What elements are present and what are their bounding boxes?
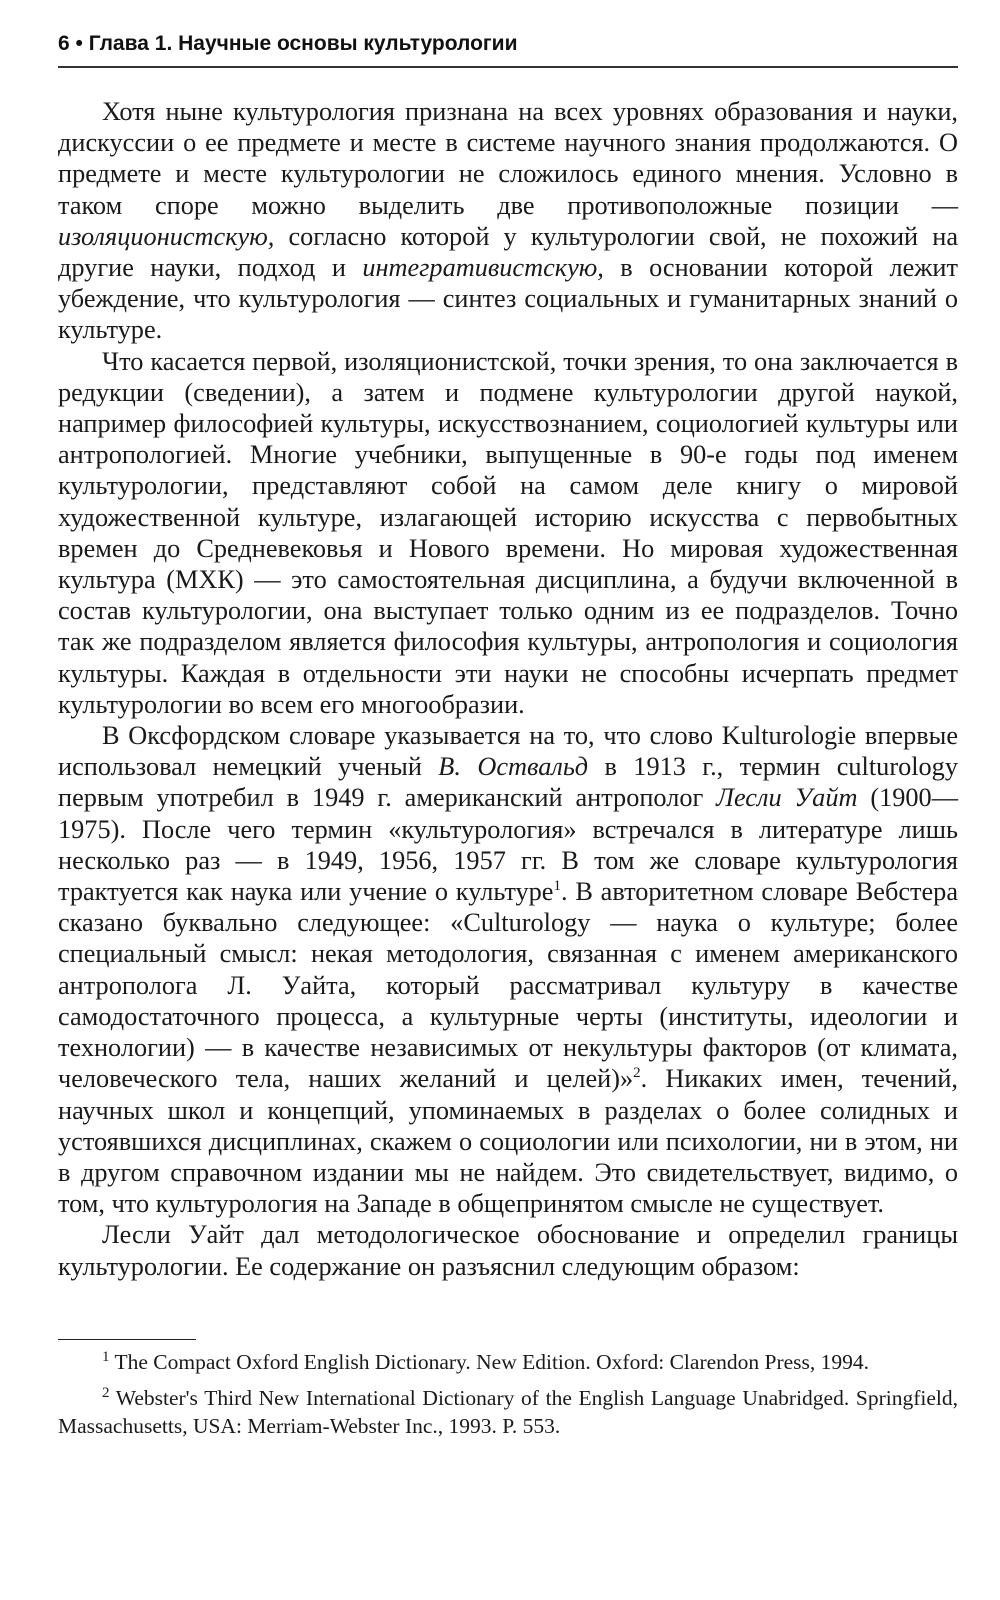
footnote-text-1: The Compact Oxford English Dictionary. New Edition. Oxford: Clarendon Press, 1994.: [109, 1350, 870, 1374]
footnote-ref-2[interactable]: 2: [633, 1065, 641, 1082]
term-integrativist: интегративистскую,: [362, 253, 604, 283]
footnote-marker-1: 1: [102, 1348, 110, 1365]
paragraph-4: Лесли Уайт дал методологическое обоснование и определил границы культурологии. Ее содержание он разъяснил следующим образом:: [58, 1220, 958, 1281]
footnote-text-2: Webster's Third New International Dictionary of the English Language Unabridged. Springfield, Massachusetts, USA: Merriam-Webster Inc., 1993. P. 553.: [58, 1386, 958, 1438]
footnote-2: [58, 1384, 958, 1440]
chapter-title: Глава 1. Научные основы культурологии: [88, 32, 518, 55]
header-text: [58, 32, 518, 56]
p3-text-a: В Оксфордском словаре указывается на то, что слово Kulturologie впервые использовал немецкий ученый: [58, 721, 958, 782]
footnote-marker-2: 2: [102, 1384, 110, 1401]
paragraph-2: Что касается первой, изоляционистской, точки зрения, то она заключается в редукции (сведении), а затем и подмене культурологии другой наукой, например философией культуры, искусствознанием, социологией культуры или антропологией. Многие учебники, выпущенные в 90-е годы под именем культурологии, представляют собой на самом деле книгу о мировой художественной культуре, излагающей историю искусства с первобытных времен до Средневековья и Нового времени. Но мировая художественная культура (МХК) — это самостоятельная дисциплина, а будучи включенной в состав культурологии, она выступает только одним из ее подразделов. Точно так же подразделом является философия культуры, антропология и социология культуры. Каждая в отдельности эти науки не способны исчерпать предмет культурологии во всем его многообразии.: [58, 346, 958, 719]
footnote-1: [58, 1348, 958, 1376]
name-ostwald: В. Оствальд: [438, 752, 589, 782]
p1-text-c: в основании которой лежит убеждение, что культурология — синтез социальных и гуманитарных знаний о культуре.: [58, 253, 958, 345]
page-number: 6: [58, 32, 70, 55]
p3-text-c: (1900—1975). После чего термин «культурология» встречался в литературе лишь несколько раз — в 1949, 1956, 1957 гг. В том же словаре культурология трактуется как наука или учение о культуре: [58, 783, 959, 907]
paragraph-1: [58, 96, 958, 346]
p3-text-e: . Никаких имен, течений, научных школ и концепций, упоминаемых в разделах о более солидных и устоявшихся дисциплинах, скажем о социологии или психологии, ни в этом, ни в другом справочном издании мы не найдем. Это свидетельствует, видимо, о том, что культурология на Западе в общепринятом смысле не существует.: [58, 1064, 959, 1219]
footnote-ref-1[interactable]: 1: [553, 878, 561, 895]
header-rule: [58, 66, 958, 68]
term-isolationist: изоляционистскую,: [58, 221, 275, 251]
footnotes: [58, 1348, 958, 1448]
header-bullet: •: [75, 32, 83, 55]
running-header: [58, 30, 958, 70]
name-white: Лесли Уайт: [716, 783, 858, 813]
paragraph-3: [58, 720, 958, 1219]
p3-text-b: в 1913 г., термин culturology первым употребил в 1949 г. американский антрополог: [58, 752, 958, 813]
footnote-rule: [58, 1339, 196, 1340]
p1-text-a: Хотя ныне культурология признана на всех уровнях образования и науки, дискуссии о ее предмете и месте в системе научного знания продолжаются. О предмете и месте культурологии не сложилось единого мнения. Условно в таком споре можно выделить две противоположные позиции —: [58, 97, 958, 220]
main-text: [58, 96, 958, 1282]
p3-text-d: . В авторитетном словаре Вебстера сказано буквально следующее: «Culturology — наука о культуре; более специальный смысл: некая методология, связанная с именем американского антрополога Л. Уайта, который рассматривал культуру в качестве самодостаточного процесса, а культурные черты (институты, идеологии и технологии) — в качестве независимых от некультуры факторов (от климата, человеческого тела, наших желаний и целей)»: [58, 877, 958, 1094]
p1-text-b: согласно которой у культурологии свой, не похожий на другие науки, подход и: [58, 221, 958, 283]
